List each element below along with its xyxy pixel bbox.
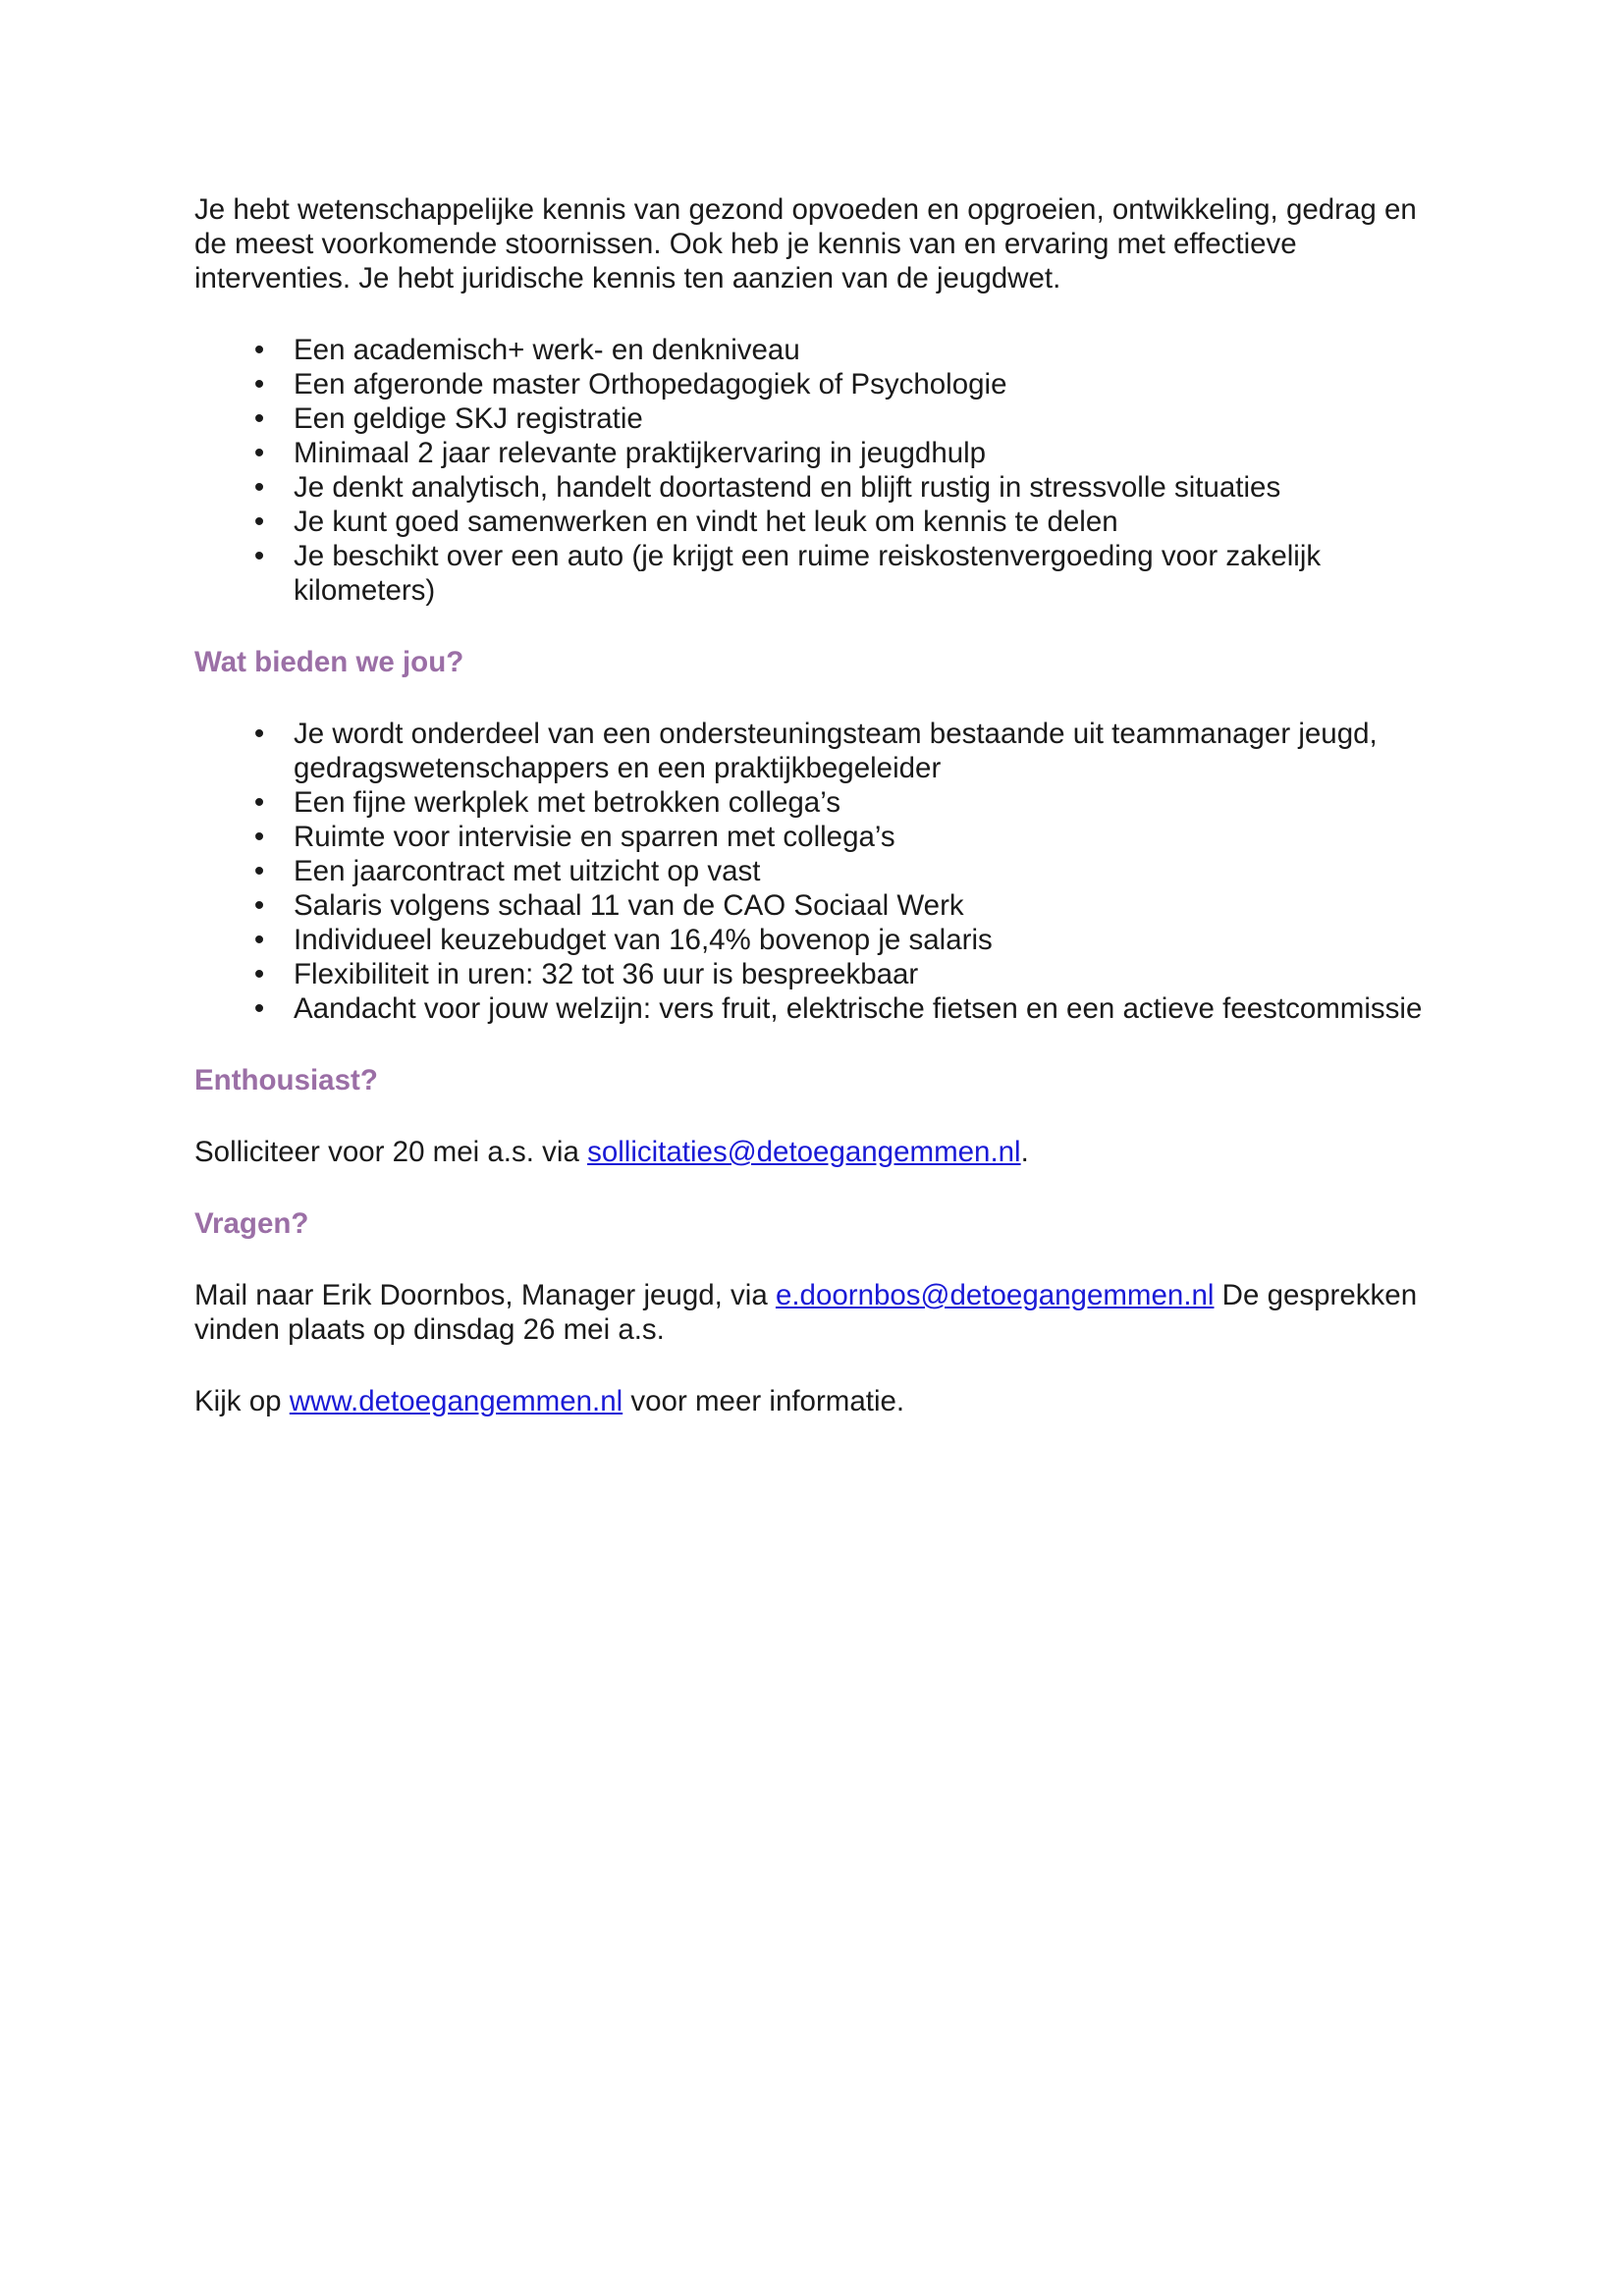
list-item: • Individueel keuzebudget van 16,4% bovenop je salaris (194, 923, 1441, 957)
bullet-icon: • (253, 958, 265, 990)
list-item: • Een geldige SKJ registratie (194, 401, 1441, 436)
bullet-icon: • (253, 718, 265, 750)
list-item: • Minimaal 2 jaar relevante praktijkervaring in jeugdhulp (194, 436, 1441, 470)
list-item: • Een academisch+ werk- en denkniveau (194, 333, 1441, 367)
bullet-icon: • (253, 506, 265, 538)
list-item: • Je wordt onderdeel van een ondersteuningsteam bestaande uit teammanager jeugd, gedragswetenschappers en een praktijkbegeleider (194, 717, 1441, 785)
bullet-icon: • (253, 855, 265, 887)
intro-paragraph: Je hebt wetenschappelijke kennis van gezond opvoeden en opgroeien, ontwikkeling, gedrag en de meest voorkomende stoornissen. Ook heb je kennis van en ervaring met effectieve interventies. Je hebt juridische kennis ten aanzien van de jeugdwet. (194, 193, 1417, 294)
bullet-icon: • (253, 992, 265, 1025)
bullet-icon: • (253, 540, 265, 572)
contact-paragraph: Mail naar Erik Doornbos, Manager jeugd, via e.doornbos@detoegangemmen.nl De gesprekken vinden plaats op dinsdag 26 mei a.s. (194, 1279, 1418, 1346)
bullet-icon: • (253, 821, 265, 853)
bullet-icon: • (253, 402, 265, 435)
list-item: • Je denkt analytisch, handelt doortastend en blijft rustig in stressvolle situaties (194, 470, 1441, 505)
list-item: • Flexibiliteit in uren: 32 tot 36 uur is bespreekbaar (194, 957, 1441, 991)
list-item: • Je kunt goed samenwerken en vindt het leuk om kennis te delen (194, 505, 1441, 539)
list-item: • Een fijne werkplek met betrokken collega’s (194, 785, 1441, 820)
list-item: • Je beschikt over een auto (je krijgt een ruime reiskostenvergoeding voor zakelijk kilometers) (194, 539, 1441, 608)
requirements-list (194, 333, 1441, 608)
contact-email-link[interactable]: e.doornbos@detoegangemmen.nl (775, 1279, 1215, 1311)
document-content (194, 192, 1441, 1418)
list-item: • Aandacht voor jouw welzijn: vers fruit, elektrische fietsen en een actieve feestcommissie (194, 991, 1441, 1026)
application-email-link[interactable]: sollicitaties@detoegangemmen.nl (587, 1136, 1021, 1168)
list-item: • Ruimte voor intervisie en sparren met collega’s (194, 820, 1441, 854)
bullet-icon: • (253, 889, 265, 922)
bullet-icon: • (253, 786, 265, 819)
offer-heading: Wat bieden we jou? (194, 646, 464, 678)
enthusiast-heading: Enthousiast? (194, 1064, 378, 1096)
more-info-paragraph: Kijk op www.detoegangemmen.nl voor meer informatie. (194, 1385, 905, 1417)
bullet-icon: • (253, 368, 265, 400)
bullet-icon: • (253, 471, 265, 504)
bullet-icon: • (253, 437, 265, 469)
apply-paragraph: Solliciteer voor 20 mei a.s. via sollicitaties@detoegangemmen.nl. (194, 1136, 1029, 1168)
offers-list (194, 717, 1441, 1026)
website-link[interactable]: www.detoegangemmen.nl (289, 1385, 623, 1417)
questions-heading: Vragen? (194, 1207, 309, 1240)
bullet-icon: • (253, 924, 265, 956)
list-item: • Een jaarcontract met uitzicht op vast (194, 854, 1441, 888)
list-item: • Een afgeronde master Orthopedagogiek of Psychologie (194, 367, 1441, 401)
bullet-icon: • (253, 334, 265, 366)
list-item: • Salaris volgens schaal 11 van de CAO Sociaal Werk (194, 888, 1441, 923)
